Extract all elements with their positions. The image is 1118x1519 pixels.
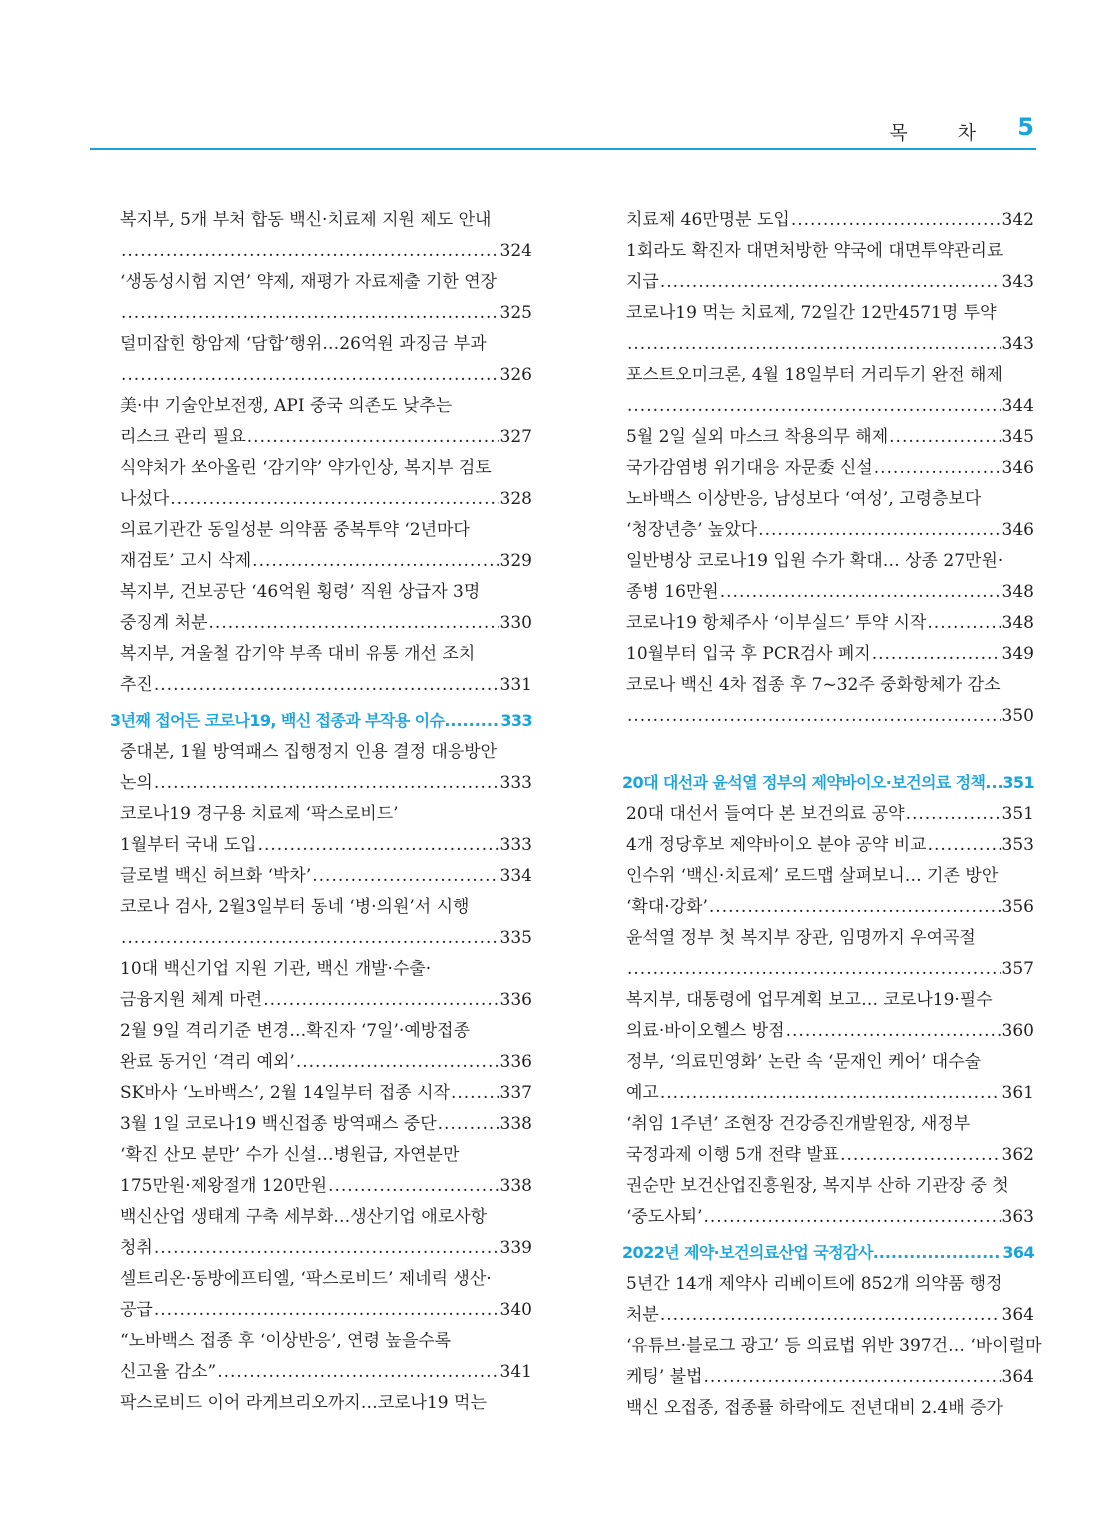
toc-entry-line xyxy=(626,453,1034,484)
dot-leader xyxy=(263,985,498,1016)
entry-page-number: 364 xyxy=(1001,1367,1034,1387)
toc-entry[interactable] xyxy=(626,1331,1042,1393)
toc-entry-line xyxy=(120,768,532,799)
toc-entry-line xyxy=(120,954,532,985)
entry-title-text: 윤석열 정부 첫 복지부 장관, 임명까지 우여곡절 xyxy=(626,928,976,948)
entry-title-text: 국가감염병 위기대응 자문委 신설 xyxy=(626,458,873,478)
entry-title-text: ‘생동성시험 지연’ 약제, 재평가 자료제출 기한 연장 xyxy=(120,272,498,292)
entry-title-text: 국정과제 이행 5개 전략 발표 xyxy=(626,1145,840,1165)
entry-title-text: 복지부, 대통령에 업무계획 보고… 코로나19·필수 xyxy=(626,990,993,1010)
entry-title-text: 美·中 기술안보전쟁, API 중국 의존도 낮추는 xyxy=(120,396,453,416)
entry-page-number: 348 xyxy=(1001,613,1034,633)
entry-page-number: 330 xyxy=(499,613,532,633)
entry-page-number: 348 xyxy=(1001,582,1034,602)
toc-entry-line xyxy=(120,205,532,236)
dot-leader xyxy=(627,701,1001,732)
toc-entry-line xyxy=(120,515,532,546)
toc-entry-line xyxy=(120,298,532,329)
entry-page-number: 327 xyxy=(499,427,532,447)
toc-entry-line xyxy=(120,1171,532,1202)
toc-entry-line xyxy=(626,1047,1034,1078)
dot-leader xyxy=(928,830,1001,861)
entry-page-number: 353 xyxy=(1001,835,1034,855)
toc-entry-line xyxy=(626,391,1034,422)
dot-leader xyxy=(328,1171,498,1202)
toc-entry-line xyxy=(120,608,532,639)
entry-title-text: 코로나19 항체주사 ‘이부실드’ 투약 시작 xyxy=(626,613,927,633)
entry-page-number: 338 xyxy=(499,1176,532,1196)
toc-entry-line xyxy=(120,577,532,608)
entry-title-text: 청취 xyxy=(120,1238,153,1258)
toc-entry-line xyxy=(120,1202,532,1233)
entry-page-number: 345 xyxy=(1001,427,1034,447)
toc-entry[interactable] xyxy=(626,985,1034,1047)
entry-title-text: 코로나19 먹는 치료제, 72일간 12만4571명 투약 xyxy=(626,303,997,323)
entry-title-text: 종병 16만원 xyxy=(626,582,719,602)
dot-leader xyxy=(627,391,1001,422)
toc-section-heading[interactable] xyxy=(110,705,532,737)
toc-entry[interactable] xyxy=(120,1016,532,1078)
entry-title-text: 공급 xyxy=(120,1300,153,1320)
dot-leader xyxy=(258,830,499,861)
toc-entry[interactable] xyxy=(120,861,532,892)
header-title: 목 차 xyxy=(889,122,998,144)
toc-entry-line xyxy=(626,608,1034,639)
toc-entry-line xyxy=(120,236,532,267)
entry-title-text: 셀트리온·동방에프티엘, ‘팍스로비드’ 제네릭 생산· xyxy=(120,1269,492,1289)
section-page-number: 351 xyxy=(1002,773,1034,792)
page-header xyxy=(0,0,1118,160)
entry-title-text: 논의 xyxy=(120,773,153,793)
toc-entry[interactable] xyxy=(120,1109,532,1140)
toc-entry[interactable] xyxy=(626,1047,1034,1109)
toc-entry-line xyxy=(626,639,1034,670)
entry-title-text: 금융지원 체계 마련 xyxy=(120,990,263,1010)
toc-entry[interactable] xyxy=(120,1140,532,1202)
entry-page-number: 363 xyxy=(1001,1207,1034,1227)
entry-title-text: 완료 동거인 ‘격리 예외’ xyxy=(120,1052,295,1072)
toc-entry-line xyxy=(626,1078,1034,1109)
dot-leader xyxy=(872,639,1001,670)
dot-leader xyxy=(451,1078,499,1109)
toc-entry[interactable] xyxy=(626,205,1034,236)
entry-page-number: 338 xyxy=(499,1114,532,1134)
toc-entry-line xyxy=(120,329,532,360)
entry-title-text: 재검토’ 고시 삭제 xyxy=(120,551,252,571)
dot-leader xyxy=(444,705,500,737)
entry-page-number: 333 xyxy=(499,835,532,855)
toc-entry[interactable] xyxy=(626,546,1034,608)
toc-entry-line xyxy=(626,546,1034,577)
toc-entry[interactable] xyxy=(120,267,532,329)
dot-leader xyxy=(874,453,1001,484)
toc-entry[interactable] xyxy=(120,577,532,639)
entry-title-text: 중대본, 1월 방역패스 집행정지 인용 결정 대응방안 xyxy=(120,742,498,762)
dot-leader xyxy=(154,670,499,701)
entry-page-number: 344 xyxy=(1001,396,1034,416)
toc-entry-line xyxy=(120,1109,532,1140)
entry-title-text: 10대 백신기업 지원 기관, 백신 개발·수출· xyxy=(120,959,432,979)
dot-leader xyxy=(985,767,1002,799)
toc-entry[interactable] xyxy=(626,1171,1034,1233)
toc-entry[interactable] xyxy=(120,892,532,954)
entry-title-text: 추진 xyxy=(120,675,153,695)
toc-entry-line xyxy=(120,861,532,892)
entry-page-number: 328 xyxy=(499,489,532,509)
toc-section-heading[interactable] xyxy=(622,1237,1034,1269)
entry-title-text: 10월부터 입국 후 PCR검사 폐지 xyxy=(626,644,871,664)
toc-entry[interactable] xyxy=(626,484,1034,546)
toc-entry-line xyxy=(120,830,532,861)
entry-title-text: 코로나19 경구용 치료제 ‘팍스로비드’ xyxy=(120,804,399,824)
toc-entry-line xyxy=(626,799,1034,830)
toc-entry-line xyxy=(626,484,1034,515)
entry-page-number: 336 xyxy=(499,990,532,1010)
dot-leader xyxy=(170,484,498,515)
toc-entry-line xyxy=(626,1016,1034,1047)
toc-entry[interactable] xyxy=(626,799,1034,830)
toc-entry-line xyxy=(120,670,532,701)
entry-page-number: 324 xyxy=(499,241,532,261)
toc-entry[interactable] xyxy=(626,360,1034,422)
dot-leader xyxy=(704,1202,1001,1233)
toc-entry-line xyxy=(120,892,532,923)
entry-page-number: 343 xyxy=(1001,272,1034,292)
toc-entry[interactable] xyxy=(626,298,1034,360)
entry-title-text: SK바사 ‘노바백스’, 2월 14일부터 접종 시작 xyxy=(120,1083,450,1103)
entry-title-text: 중징계 처분 xyxy=(120,613,208,633)
toc-entry-line xyxy=(626,1109,1034,1140)
toc-entry[interactable] xyxy=(120,799,532,861)
toc-entry[interactable] xyxy=(120,1264,532,1326)
toc-entry[interactable] xyxy=(626,1109,1034,1171)
toc-entry-line xyxy=(626,1300,1034,1331)
entry-title-text: 신고율 감소” xyxy=(120,1362,217,1382)
toc-entry[interactable] xyxy=(120,1078,532,1109)
entry-page-number: 343 xyxy=(1001,334,1034,354)
entry-page-number: 362 xyxy=(1001,1145,1034,1165)
entry-title-text: 리스크 관리 필요 xyxy=(120,427,246,447)
dot-leader xyxy=(791,205,1001,236)
entry-page-number: 364 xyxy=(1001,1305,1034,1325)
entry-title-text: 팍스로비드 이어 라게브리오까지…코로나19 먹는 xyxy=(120,1393,487,1413)
entry-title-text: “노바백스 접종 후 ‘이상반응’, 연령 높을수록 xyxy=(120,1331,452,1351)
toc-entry-line xyxy=(120,639,532,670)
toc-entry-line xyxy=(626,329,1034,360)
dot-leader xyxy=(154,1295,499,1326)
entry-page-number: 350 xyxy=(1001,706,1034,726)
dot-leader xyxy=(660,1300,1001,1331)
dot-leader xyxy=(786,1016,1001,1047)
toc-entry[interactable] xyxy=(626,639,1034,670)
toc-entry-line xyxy=(120,1295,532,1326)
dot-leader xyxy=(627,954,1001,985)
entry-title-text: 백신 오접종, 접종률 하락에도 전년대비 2.4배 증가 xyxy=(626,1398,1003,1418)
entry-page-number: 337 xyxy=(499,1083,532,1103)
toc-section-heading[interactable] xyxy=(622,767,1034,799)
entry-title-text: 의료·바이오헬스 방점 xyxy=(626,1021,785,1041)
entry-title-text: 지급 xyxy=(626,272,659,292)
toc-entry[interactable] xyxy=(626,1393,1034,1424)
entry-title-text: 1회라도 확진자 대면처방한 약국에 대면투약관리료 xyxy=(626,241,1004,261)
entry-page-number: 329 xyxy=(499,551,532,571)
entry-title-text: 5년간 14개 제약사 리베이트에 852개 의약품 행정 xyxy=(626,1274,1003,1294)
section-title: 2022년 제약·보건의료산업 국정감사 xyxy=(622,1243,873,1262)
entry-page-number: 361 xyxy=(1001,1083,1034,1103)
dot-leader xyxy=(840,1140,1000,1171)
entry-title-text: 복지부, 건보공단 ‘46억원 횡령’ 직원 상급자 3명 xyxy=(120,582,481,602)
toc-entry-line xyxy=(626,892,1034,923)
section-page-number: 364 xyxy=(1002,1243,1034,1262)
entry-page-number: 326 xyxy=(499,365,532,385)
toc-entry-line xyxy=(626,298,1034,329)
entry-title-text: ‘청장년층’ 높았다 xyxy=(626,520,758,540)
toc-entry-line xyxy=(626,1269,1034,1300)
toc-entry-line xyxy=(120,737,532,768)
toc-entry-line xyxy=(626,577,1034,608)
dot-leader xyxy=(121,298,499,329)
entry-title-text: 백신산업 생태계 구축 세부화…생산기업 애로사항 xyxy=(120,1207,488,1227)
entry-page-number: 349 xyxy=(1001,644,1034,664)
entry-page-number: 346 xyxy=(1001,458,1034,478)
entry-page-number: 342 xyxy=(1001,210,1034,230)
entry-page-number: 357 xyxy=(1001,959,1034,979)
entry-title-text: 처분 xyxy=(626,1305,659,1325)
dot-leader xyxy=(312,861,498,892)
entry-title-text: 케팅’ 불법 xyxy=(626,1367,703,1387)
toc-entry[interactable] xyxy=(120,329,532,391)
dot-leader xyxy=(758,515,1000,546)
spacer xyxy=(626,732,1034,763)
entry-page-number: 334 xyxy=(499,866,532,886)
page-number: 5 xyxy=(1017,113,1034,141)
toc-entry-line xyxy=(120,1264,532,1295)
toc-entry[interactable] xyxy=(120,453,532,515)
entry-page-number: 356 xyxy=(1001,897,1034,917)
dot-leader xyxy=(873,1237,1003,1269)
toc-right-column xyxy=(622,205,1042,1424)
entry-page-number: 336 xyxy=(499,1052,532,1072)
toc-entry[interactable] xyxy=(626,236,1034,298)
dot-leader xyxy=(121,923,499,954)
toc-entry[interactable] xyxy=(120,515,532,577)
toc-entry[interactable] xyxy=(120,205,532,267)
dot-leader xyxy=(906,799,1001,830)
toc-entry-line xyxy=(120,1233,532,1264)
entry-title-text: 일반병상 코로나19 입원 수가 확대… 상종 27만원· xyxy=(626,551,1004,571)
entry-title-text: 코로나 백신 4차 접종 후 7~32주 중화항체가 감소 xyxy=(626,675,1001,695)
toc-entry-line xyxy=(120,267,532,298)
toc-entry-line xyxy=(120,1357,532,1388)
toc-entry[interactable] xyxy=(626,923,1034,985)
dot-leader xyxy=(252,546,498,577)
toc-entry-line xyxy=(120,422,532,453)
entry-page-number: 331 xyxy=(499,675,532,695)
toc-entry-line xyxy=(626,670,1034,701)
entry-page-number: 346 xyxy=(1001,520,1034,540)
entry-title-text: 글로벌 백신 허브화 ‘박차’ xyxy=(120,866,312,886)
entry-title-text: ‘확대·강화’ xyxy=(626,897,708,917)
entry-page-number: 325 xyxy=(499,303,532,323)
toc-entry-line xyxy=(626,205,1034,236)
entry-page-number: 335 xyxy=(499,928,532,948)
entry-title-text: 20대 대선서 들여다 본 보건의료 공약 xyxy=(626,804,905,824)
entry-page-number: 333 xyxy=(499,773,532,793)
toc-entry-line xyxy=(626,1393,1034,1424)
entry-title-text: 식약처가 쏘아올린 ‘감기약’ 약가인상, 복지부 검토 xyxy=(120,458,492,478)
toc-entry[interactable] xyxy=(626,670,1034,732)
entry-title-text: 4개 정당후보 제약바이오 분야 공약 비교 xyxy=(626,835,927,855)
entry-title-text: 2월 9일 격리기준 변경…확진자 ‘7일’·예방접종 xyxy=(120,1021,471,1041)
dot-leader xyxy=(704,1362,1001,1393)
toc-entry[interactable] xyxy=(626,830,1034,861)
dot-leader xyxy=(889,422,1000,453)
toc-entry-line xyxy=(120,1078,532,1109)
toc-entry[interactable] xyxy=(120,639,532,701)
toc-entry-line xyxy=(120,1388,532,1419)
entry-page-number: 339 xyxy=(499,1238,532,1258)
entry-title-text: 포스트오미크론, 4월 18일부터 거리두기 완전 해제 xyxy=(626,365,1003,385)
toc-entry[interactable] xyxy=(120,737,532,799)
section-title: 20대 대선과 윤석열 정부의 제약바이오·보건의료 정책 xyxy=(622,773,986,792)
toc-entry[interactable] xyxy=(626,861,1034,923)
toc-entry-line xyxy=(120,1016,532,1047)
dot-leader xyxy=(121,236,499,267)
toc-entry-line xyxy=(626,985,1034,1016)
toc-entry-line xyxy=(626,954,1034,985)
entry-title-text: 정부, ‘의료민영화’ 논란 속 ‘문재인 케어’ 대수술 xyxy=(626,1052,982,1072)
section-page-number: 333 xyxy=(500,711,532,730)
toc-entry-line xyxy=(120,484,532,515)
entry-title-text: 175만원·제왕절개 120만원 xyxy=(120,1176,328,1196)
entry-title-text: 덜미잡힌 항암제 ‘담합’행위…26억원 과징금 부과 xyxy=(120,334,487,354)
entry-title-text: 복지부, 겨울철 감기약 부족 대비 유통 개선 조치 xyxy=(120,644,476,664)
entry-page-number: 360 xyxy=(1001,1021,1034,1041)
dot-leader xyxy=(209,608,499,639)
entry-page-number: 341 xyxy=(499,1362,532,1382)
toc-entry-line xyxy=(120,360,532,391)
entry-title-text: 의료기관간 동일성분 의약품 중복투약 ‘2년마다 xyxy=(120,520,470,540)
entry-title-text: ‘유튜브·블로그 광고’ 등 의료법 위반 397건… ‘바이럴마 xyxy=(626,1336,1042,1356)
toc-entry-line xyxy=(626,861,1034,892)
dot-leader xyxy=(296,1047,499,1078)
entry-title-text: 코로나 검사, 2월3일부터 동네 ‘병·의원’서 시행 xyxy=(120,897,470,917)
entry-title-text: 5월 2일 실외 마스크 착용의무 해제 xyxy=(626,427,889,447)
toc-entry-line xyxy=(120,985,532,1016)
toc-entry-line xyxy=(626,422,1034,453)
header-divider xyxy=(90,148,1036,150)
toc-entry[interactable] xyxy=(626,1269,1034,1331)
toc-entry-line xyxy=(120,453,532,484)
dot-leader xyxy=(927,608,1000,639)
entry-page-number: 340 xyxy=(499,1300,532,1320)
entry-title-text: 치료제 46만명분 도입 xyxy=(626,210,790,230)
toc-entry-line xyxy=(626,360,1034,391)
toc-entry-line xyxy=(626,1362,1034,1393)
toc-entry[interactable] xyxy=(626,422,1034,453)
toc-entry-line xyxy=(626,236,1034,267)
toc-entry-line xyxy=(120,1047,532,1078)
entry-title-text: 인수위 ‘백신·치료제’ 로드맵 살펴보니… 기존 방안 xyxy=(626,866,999,886)
toc-entry[interactable] xyxy=(626,453,1034,484)
toc-entry-line xyxy=(626,830,1034,861)
toc-entry-line xyxy=(120,923,532,954)
toc-entry-line xyxy=(626,515,1034,546)
section-title: 3년째 접어든 코로나19, 백신 접종과 부작용 이슈 xyxy=(110,711,445,730)
toc-entry[interactable] xyxy=(120,1388,532,1419)
entry-title-text: ‘확진 산모 분만’ 수가 신설…병원급, 자연분만 xyxy=(120,1145,460,1165)
dot-leader xyxy=(660,1078,1001,1109)
dot-leader xyxy=(154,768,499,799)
entry-title-text: 3월 1일 코로나19 백신접종 방역패스 중단 xyxy=(120,1114,437,1134)
dot-leader xyxy=(121,360,499,391)
entry-title-text: 예고 xyxy=(626,1083,659,1103)
toc-entry[interactable] xyxy=(120,391,532,453)
entry-title-text: ‘취임 1주년’ 조현장 건강증진개발원장, 새정부 xyxy=(626,1114,971,1134)
toc-entry[interactable] xyxy=(120,1326,532,1388)
dot-leader xyxy=(247,422,499,453)
dot-leader xyxy=(709,892,1001,923)
toc-entry-line xyxy=(626,267,1034,298)
toc-entry-line xyxy=(120,799,532,830)
entry-title-text: 권순만 보건산업진흥원장, 복지부 산하 기관장 중 첫 xyxy=(626,1176,1009,1196)
toc-left-column xyxy=(110,205,532,1419)
toc-entry-line xyxy=(626,1331,1042,1362)
toc-entry-line xyxy=(626,923,1034,954)
toc-entry-line xyxy=(626,1140,1034,1171)
toc-entry[interactable] xyxy=(120,1202,532,1264)
toc-entry-line xyxy=(626,701,1034,732)
dot-leader xyxy=(217,1357,498,1388)
toc-entry-line xyxy=(120,391,532,422)
entry-title-text: 나섰다 xyxy=(120,489,170,509)
dot-leader xyxy=(660,267,1001,298)
toc-entry-line xyxy=(120,1140,532,1171)
dot-leader xyxy=(720,577,1001,608)
toc-entry[interactable] xyxy=(120,954,532,1016)
toc-entry[interactable] xyxy=(626,608,1034,639)
dot-leader xyxy=(438,1109,499,1140)
dot-leader xyxy=(154,1233,499,1264)
toc-entry-line xyxy=(120,1326,532,1357)
entry-title-text: 1월부터 국내 도입 xyxy=(120,835,257,855)
toc-entry-line xyxy=(626,1171,1034,1202)
entry-title-text: ‘중도사퇴’ xyxy=(626,1207,703,1227)
entry-title-text: 복지부, 5개 부처 합동 백신·치료제 지원 제도 안내 xyxy=(120,210,492,230)
entry-page-number: 351 xyxy=(1001,804,1034,824)
toc-entry-line xyxy=(626,1202,1034,1233)
dot-leader xyxy=(627,329,1001,360)
toc-entry-line xyxy=(120,546,532,577)
entry-title-text: 노바백스 이상반응, 남성보다 ‘여성’, 고령층보다 xyxy=(626,489,982,509)
